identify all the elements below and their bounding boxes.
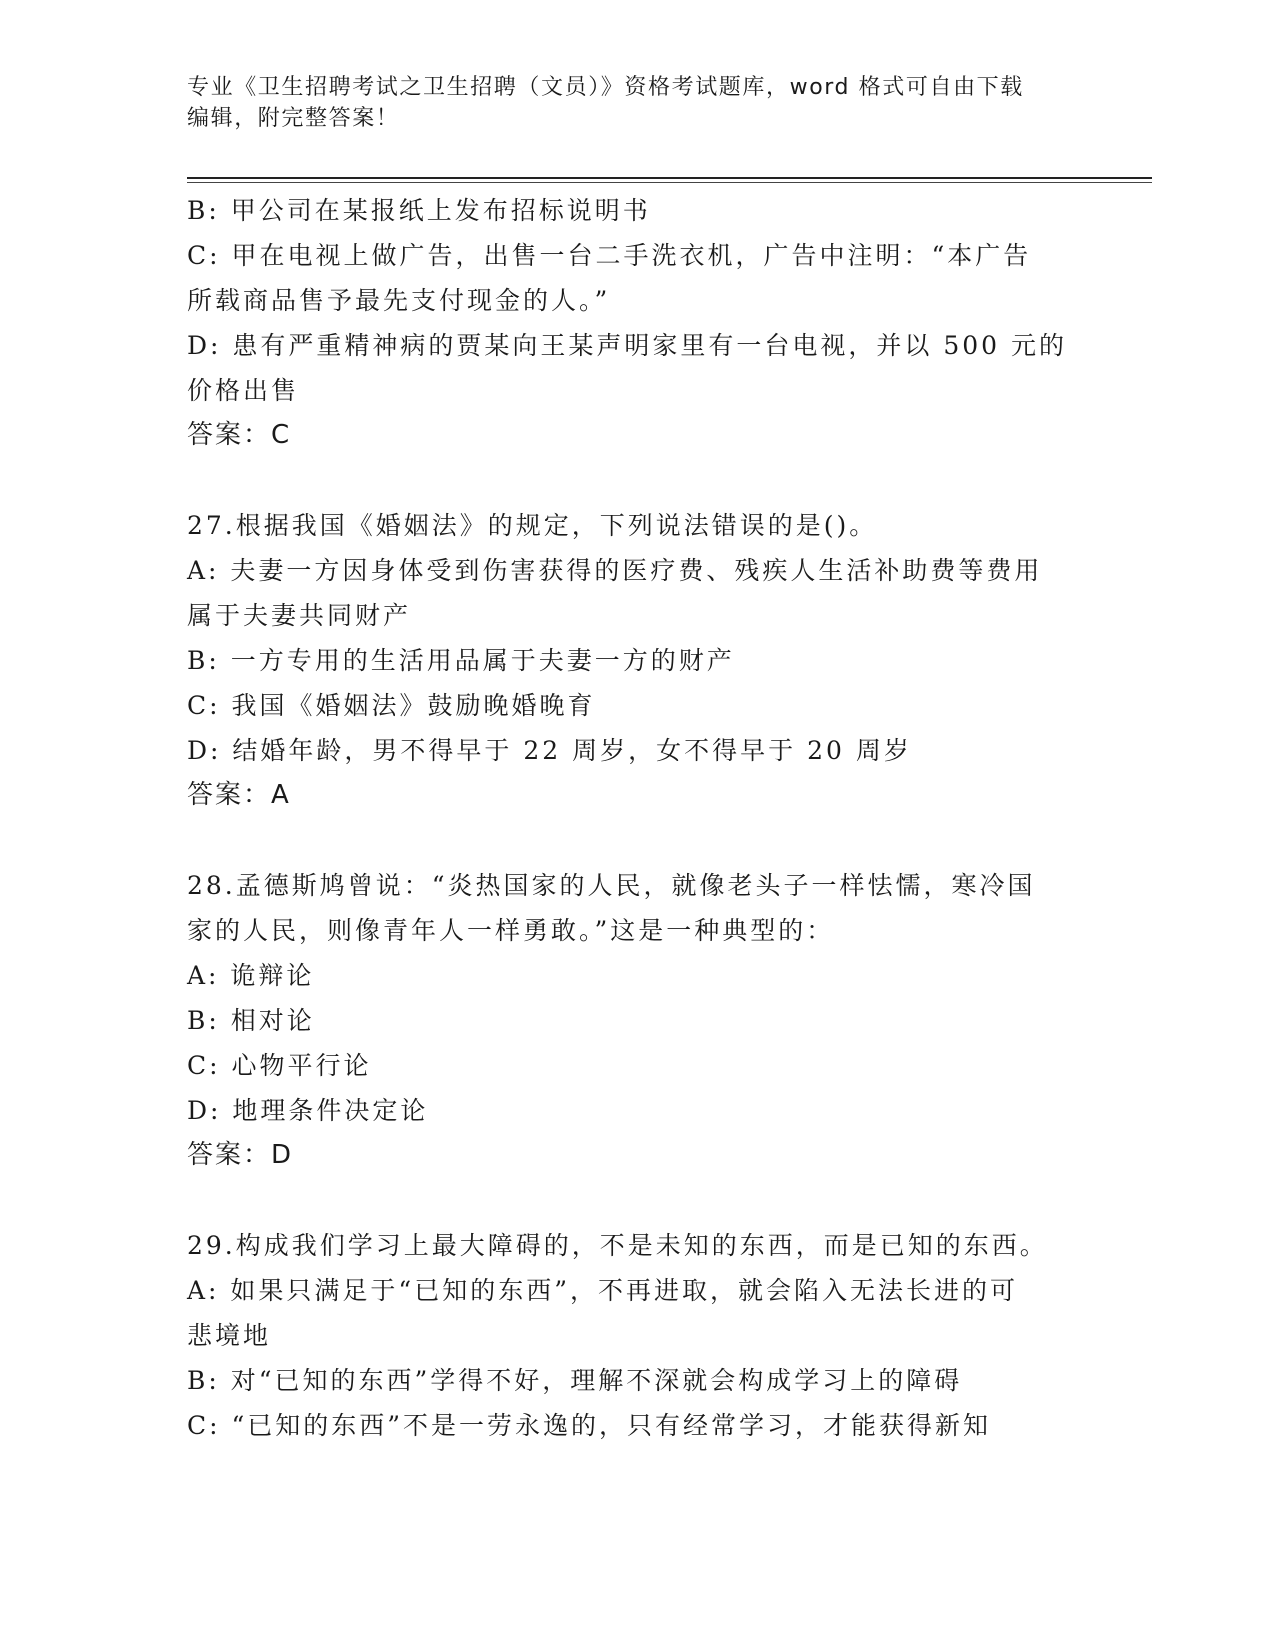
option-a: A: 夫妻一方因身体受到伤害获得的医疗费、残疾人生活补助费等费用 [187, 556, 1043, 585]
option-a-continued: 悲境地 [187, 1321, 272, 1350]
question-spacer [187, 1178, 1072, 1223]
question-27 [187, 503, 1072, 818]
answer: 答案：D [187, 1140, 294, 1170]
option-b: B: 甲公司在某报纸上发布招标说明书 [187, 196, 651, 225]
option-d-continued: 价格出售 [187, 376, 300, 405]
question-stem: 27.根据我国《婚姻法》的规定，下列说法错误的是()。 [187, 511, 878, 540]
option-d: D: 患有严重精神病的贾某向王某声明家里有一台电视，并以 500 元的 [187, 331, 1068, 360]
header-divider [187, 177, 1152, 179]
question-spacer [187, 458, 1072, 503]
question-stem: 28.孟德斯鸠曾说：“炎热国家的人民，就像老头子一样怯懦，寒冷国 [187, 871, 1036, 900]
answer: 答案：A [187, 780, 291, 810]
header-line: 专业《卫生招聘考试之卫生招聘（文员）》资格考试题库，word 格式可自由下载 [187, 75, 1024, 100]
option-c-continued: 所载商品售予最先支付现金的人。” [187, 286, 611, 315]
option-b: B: 相对论 [187, 1006, 315, 1035]
option-c: C: 我国《婚姻法》鼓励晚婚晚育 [187, 691, 596, 720]
question-stem-continued: 家的人民，则像青年人一样勇敢。”这是一种典型的： [187, 916, 835, 945]
question-list [187, 188, 1072, 1448]
question-spacer [187, 818, 1072, 863]
option-d: D: 结婚年龄，男不得早于 22 周岁，女不得早于 20 周岁 [187, 736, 912, 765]
option-b: B: 一方专用的生活用品属于夫妻一方的财产 [187, 646, 735, 675]
document-header [187, 72, 1067, 134]
option-c: C: 心物平行论 [187, 1051, 372, 1080]
option-d: D: 地理条件决定论 [187, 1096, 429, 1125]
option-b: B: 对“已知的东西”学得不好，理解不深就会构成学习上的障碍 [187, 1366, 963, 1395]
option-c: C: “已知的东西”不是一劳永逸的，只有经常学习，才能获得新知 [187, 1411, 992, 1440]
option-a-continued: 属于夫妻共同财产 [187, 601, 412, 630]
header-divider [187, 182, 1152, 183]
question-stem: 29.构成我们学习上最大障碍的，不是未知的东西，而是已知的东西。 [187, 1231, 1048, 1260]
option-c: C: 甲在电视上做广告，出售一台二手洗衣机，广告中注明：“本广告 [187, 241, 1032, 270]
question-28 [187, 863, 1072, 1178]
question-29 [187, 1223, 1072, 1448]
answer: 答案：C [187, 420, 292, 450]
question-continued [187, 188, 1072, 458]
header-line: 编辑，附完整答案！ [187, 106, 400, 131]
option-a: A: 如果只满足于“已知的东西”，不再进取，就会陷入无法长进的可 [187, 1276, 1018, 1305]
option-a: A: 诡辩论 [187, 961, 315, 990]
